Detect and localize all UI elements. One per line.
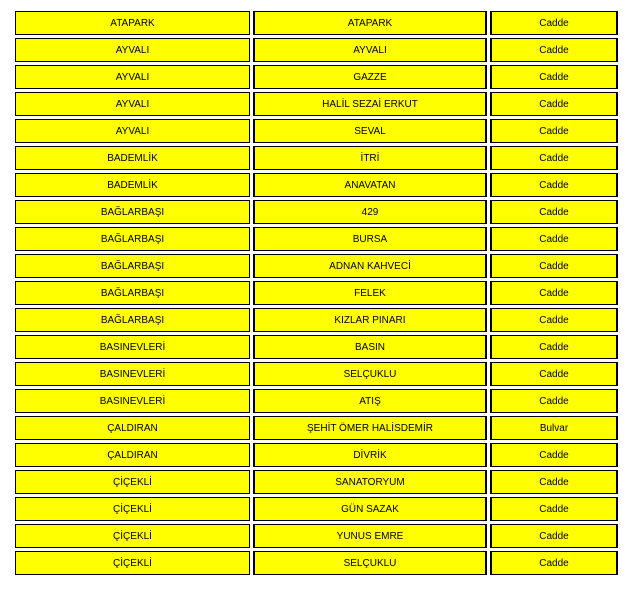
table-row (15, 200, 618, 224)
street-type-cell: Cadde (490, 146, 618, 170)
street-type-cell: Cadde (490, 443, 618, 467)
district-cell: ÇİÇEKLİ (15, 551, 250, 575)
street-type-cell: Cadde (490, 308, 618, 332)
district-cell: AYVALI (15, 92, 250, 116)
street-name-cell: ŞEHİT ÖMER HALİSDEMİR (253, 416, 487, 440)
district-cell: ATAPARK (15, 11, 250, 35)
table-row (15, 173, 618, 197)
table-row (15, 389, 618, 413)
street-type-cell: Cadde (490, 119, 618, 143)
street-type-cell: Cadde (490, 92, 618, 116)
street-type-cell: Cadde (490, 497, 618, 521)
district-cell: AYVALI (15, 65, 250, 89)
table-row (15, 551, 618, 575)
street-type-cell: Cadde (490, 551, 618, 575)
table-row (15, 92, 618, 116)
table-row (15, 335, 618, 359)
street-type-cell: Cadde (490, 470, 618, 494)
table-row (15, 38, 618, 62)
street-type-cell: Cadde (490, 524, 618, 548)
street-name-cell: SELÇUKLU (253, 362, 487, 386)
table-row (15, 470, 618, 494)
district-cell: BAĞLARBAŞI (15, 308, 250, 332)
street-name-cell: ADNAN KAHVECİ (253, 254, 487, 278)
district-cell: ÇALDIRAN (15, 416, 250, 440)
table-row (15, 524, 618, 548)
table-row (15, 119, 618, 143)
table-row (15, 443, 618, 467)
street-type-cell: Cadde (490, 200, 618, 224)
street-type-cell: Cadde (490, 38, 618, 62)
street-name-cell: SEVAL (253, 119, 487, 143)
district-cell: BADEMLİK (15, 146, 250, 170)
street-name-cell: AYVALI (253, 38, 487, 62)
table-row (15, 227, 618, 251)
street-name-cell: ATIŞ (253, 389, 487, 413)
street-type-cell: Cadde (490, 281, 618, 305)
table-row (15, 308, 618, 332)
table-row (15, 11, 618, 35)
street-name-cell: İTRİ (253, 146, 487, 170)
district-cell: BASINEVLERİ (15, 389, 250, 413)
street-type-cell: Cadde (490, 362, 618, 386)
street-name-cell: 429 (253, 200, 487, 224)
street-name-cell: FELEK (253, 281, 487, 305)
street-name-cell: DİVRİK (253, 443, 487, 467)
district-cell: BAĞLARBAŞI (15, 200, 250, 224)
table-row (15, 146, 618, 170)
street-name-cell: BASIN (253, 335, 487, 359)
district-cell: AYVALI (15, 119, 250, 143)
table-row (15, 416, 618, 440)
street-name-cell: YUNUS EMRE (253, 524, 487, 548)
street-name-cell: ANAVATAN (253, 173, 487, 197)
district-cell: ÇİÇEKLİ (15, 497, 250, 521)
district-cell: BASINEVLERİ (15, 362, 250, 386)
street-name-cell: SANATORYUM (253, 470, 487, 494)
district-cell: BASINEVLERİ (15, 335, 250, 359)
street-name-cell: SELÇUKLU (253, 551, 487, 575)
district-cell: BAĞLARBAŞI (15, 254, 250, 278)
table-row (15, 254, 618, 278)
street-name-cell: KIZLAR PINARI (253, 308, 487, 332)
district-cell: ÇİÇEKLİ (15, 524, 250, 548)
street-name-cell: BURSA (253, 227, 487, 251)
street-table (12, 8, 621, 578)
street-type-cell: Cadde (490, 227, 618, 251)
district-cell: BADEMLİK (15, 173, 250, 197)
street-type-cell: Cadde (490, 389, 618, 413)
district-cell: ÇİÇEKLİ (15, 470, 250, 494)
street-type-cell: Bulvar (490, 416, 618, 440)
street-type-cell: Cadde (490, 65, 618, 89)
street-name-cell: GÜN SAZAK (253, 497, 487, 521)
district-cell: AYVALI (15, 38, 250, 62)
table-row (15, 65, 618, 89)
street-type-cell: Cadde (490, 173, 618, 197)
district-cell: BAĞLARBAŞI (15, 227, 250, 251)
street-type-cell: Cadde (490, 335, 618, 359)
street-table-body (15, 11, 618, 575)
table-row (15, 497, 618, 521)
street-name-cell: HALİL SEZAİ ERKUT (253, 92, 487, 116)
table-row (15, 362, 618, 386)
district-cell: BAĞLARBAŞI (15, 281, 250, 305)
table-row (15, 281, 618, 305)
street-type-cell: Cadde (490, 254, 618, 278)
street-type-cell: Cadde (490, 11, 618, 35)
street-name-cell: ATAPARK (253, 11, 487, 35)
street-name-cell: GAZZE (253, 65, 487, 89)
district-cell: ÇALDIRAN (15, 443, 250, 467)
